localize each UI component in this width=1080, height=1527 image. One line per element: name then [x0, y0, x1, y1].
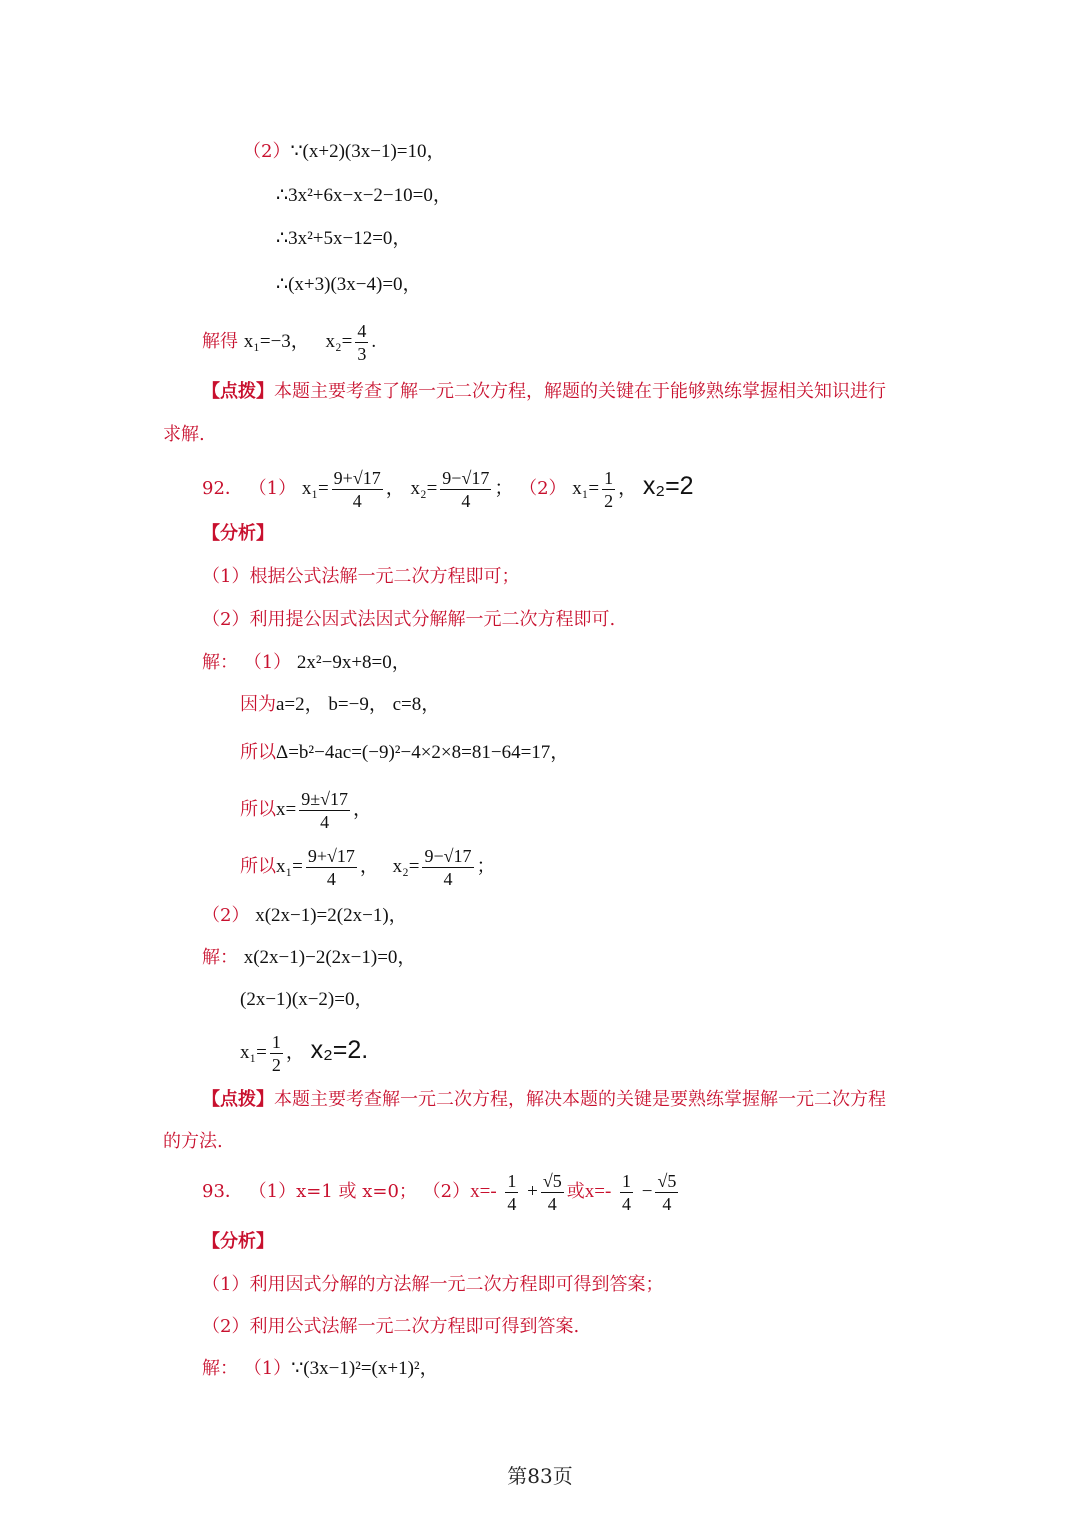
operator: −	[641, 1181, 653, 1202]
x-prefix: x=-	[470, 1181, 497, 1202]
fraction-r1	[306, 845, 357, 890]
q92-discriminant	[240, 739, 569, 767]
question-number: 92．	[202, 478, 243, 499]
analysis-text: （2）利用公式法解一元二次方程即可得到答案.	[202, 1316, 580, 1337]
equation: x(2x−1)−2(2x−1)=0，	[243, 947, 417, 968]
fraction-r2	[422, 845, 473, 890]
numerator: √5	[657, 1170, 677, 1191]
numerator: 9−√17	[424, 845, 472, 866]
separator: ，	[359, 856, 379, 877]
q92-part2-sol2	[240, 986, 373, 1014]
analysis-text: （1）利用因式分解的方法解一元二次方程即可得到答案；	[202, 1274, 664, 1295]
so-label: 所以	[240, 742, 276, 763]
tip-label: 【点拨】	[202, 1089, 274, 1110]
root-prefix: x₁=	[240, 1042, 267, 1063]
tip2-line1	[202, 1086, 886, 1114]
so-label: 所以	[240, 856, 276, 877]
coefficients: a=2， b=−9， c=8，	[276, 694, 441, 715]
denominator: 4	[320, 811, 330, 832]
or-label: 或	[566, 1181, 585, 1202]
p91-line4	[276, 271, 422, 299]
q92-analysis-1	[202, 563, 519, 591]
denominator: 2	[271, 1054, 281, 1075]
page-number: 第83页	[507, 1464, 573, 1488]
root-x2-prefix: x₂=	[325, 331, 353, 352]
solution-label: 解：	[202, 947, 238, 968]
fraction-2	[541, 1170, 564, 1215]
part-label: （2）	[202, 905, 250, 926]
p91-line1	[243, 138, 446, 166]
denominator: 4	[326, 868, 336, 889]
equation: 2x²−9x+8=0，	[296, 652, 411, 673]
q93-solution-start	[202, 1355, 439, 1383]
q92-part2	[202, 902, 408, 930]
root-prefix: x₂=	[392, 856, 420, 877]
tip2-line2	[163, 1128, 223, 1156]
x-prefix: x=	[276, 799, 297, 820]
solution-label: 解：	[202, 652, 238, 673]
separator: ，	[618, 478, 638, 499]
solution-label: 解：	[202, 1358, 238, 1379]
equation: x(2x−1)=2(2x−1)，	[255, 905, 408, 926]
q92-analysis-label	[202, 520, 274, 548]
tip-text: 本题主要考查了解一元二次方程，解题的关键在于能够熟练掌握相关知识进行	[274, 381, 886, 402]
denominator: 4	[507, 1193, 517, 1214]
tip-text-cont: 的方法.	[163, 1131, 223, 1152]
fraction-x1	[270, 1031, 283, 1076]
fraction-4	[655, 1170, 678, 1215]
denominator: 4	[622, 1193, 632, 1214]
analysis-label: 【分析】	[202, 1231, 274, 1252]
q92-part2-sol1	[202, 944, 416, 972]
fraction-3	[620, 1170, 633, 1215]
question-number: 93．	[202, 1181, 243, 1202]
tip1-line2	[163, 421, 205, 449]
separator: ；	[476, 856, 496, 877]
equation: ∵(x+2)(3x−1)=10，	[290, 141, 446, 162]
denominator: 4	[352, 490, 362, 511]
q92-solution-start	[202, 649, 411, 677]
p91-line3	[276, 225, 411, 253]
tip-label: 【点拨】	[202, 381, 274, 402]
part-label: （2）	[519, 478, 567, 499]
result-label: 解得	[202, 331, 238, 352]
fraction-x	[299, 788, 350, 833]
operator: +	[527, 1181, 538, 1202]
denominator: 4	[461, 490, 471, 511]
root-prefix: x₁=	[301, 478, 329, 499]
p91-result	[202, 318, 376, 366]
analysis-text: （2）利用提公因式法因式分解解一元二次方程即可.	[202, 609, 616, 630]
x-prefix: x=-	[584, 1181, 612, 1202]
q92-roots	[240, 843, 496, 891]
equation: (2x−1)(x−2)=0，	[240, 989, 374, 1010]
q93-analysis-2	[202, 1313, 579, 1341]
q93-answer-line	[202, 1168, 681, 1216]
separator: ，	[385, 478, 405, 499]
root-x2: x₂=2	[642, 472, 694, 500]
part-label: （1）	[243, 652, 292, 673]
q92-formula	[240, 786, 372, 834]
root-prefix: x₁=	[276, 856, 303, 877]
root-prefix: x₁=	[572, 478, 600, 499]
numerator: 1	[271, 1031, 281, 1052]
tip-text-cont: 求解.	[163, 424, 205, 445]
part-label: （2）	[422, 1181, 471, 1202]
answer-part1: x=1 或 x=0；	[296, 1181, 417, 1202]
denominator: 4	[662, 1193, 672, 1214]
q92-analysis-2	[202, 606, 615, 634]
tip-text: 本题主要考查解一元二次方程，解决本题的关键是要熟练掌握解一元二次方程	[274, 1089, 886, 1110]
analysis-text: （1）根据公式法解一元二次方程即可；	[202, 566, 520, 587]
root-x2: x₂=2.	[310, 1036, 369, 1064]
fraction-y1	[602, 467, 615, 512]
p91-line2	[276, 182, 452, 210]
denominator: 4	[443, 868, 453, 889]
fraction-x2	[440, 467, 491, 512]
part-label: （2）	[243, 141, 291, 162]
fraction-x2	[355, 320, 368, 365]
denominator: 4	[547, 1193, 557, 1214]
fraction-1	[505, 1170, 518, 1215]
root-x1: x₁=−3，	[243, 331, 310, 352]
separator: ，	[285, 1042, 305, 1063]
analysis-label: 【分析】	[202, 523, 274, 544]
numerator: 9+√17	[333, 467, 381, 488]
q92-answer-line	[202, 462, 694, 513]
root-prefix: x₂=	[410, 478, 438, 499]
discriminant: Δ=b²−4ac=(−9)²−4×2×8=81−64=17，	[276, 742, 570, 763]
numerator: 1	[622, 1170, 632, 1191]
equation: ∴3x²+6x−x−2−10=0，	[276, 185, 452, 206]
numerator: √5	[542, 1170, 562, 1191]
separator: ；	[494, 478, 514, 499]
q93-analysis-1	[202, 1271, 663, 1299]
equation: ∴3x²+5x−12=0，	[276, 228, 412, 249]
numerator: 9±√17	[301, 788, 348, 809]
numerator: 9−√17	[442, 467, 490, 488]
part-label: （1）	[243, 1358, 292, 1379]
equation: ∵(3x−1)²=(x+1)²，	[291, 1358, 439, 1379]
q92-coefficients	[240, 691, 440, 719]
part-label: （1）	[248, 1181, 297, 1202]
separator: ，	[352, 799, 372, 820]
numerator: 1	[507, 1170, 517, 1191]
part-label: （1）	[248, 478, 297, 499]
numerator: 1	[604, 467, 614, 488]
fraction-x1	[332, 467, 383, 512]
because-label: 因为	[240, 694, 276, 715]
denominator: 3	[357, 343, 367, 364]
numerator: 4	[357, 320, 367, 341]
denominator: 2	[604, 490, 614, 511]
tip1-line1	[202, 378, 886, 406]
period: .	[371, 331, 377, 352]
so-label: 所以	[240, 799, 276, 820]
q92-part2-roots	[240, 1026, 368, 1077]
numerator: 9+√17	[307, 845, 355, 866]
q93-analysis-label	[202, 1228, 274, 1256]
equation: ∴(x+3)(3x−4)=0，	[276, 274, 422, 295]
